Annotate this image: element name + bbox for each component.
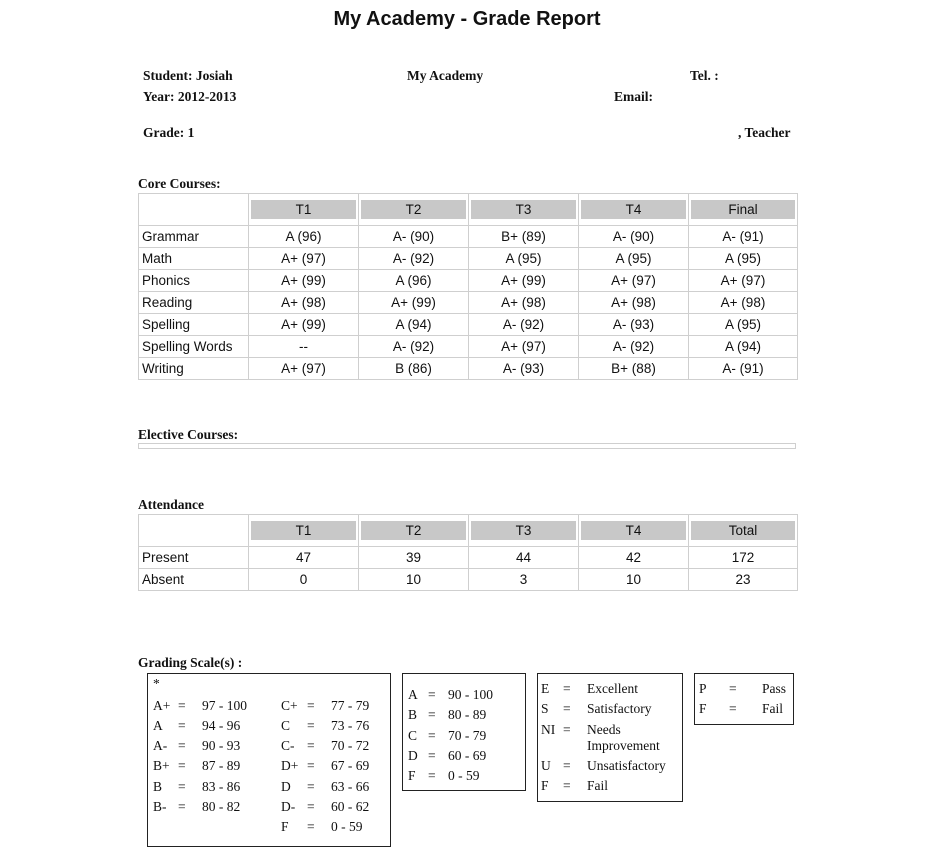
grade-cell: A+ (97)	[469, 336, 579, 358]
attendance-label: Attendance	[138, 497, 204, 512]
scale-marker: *	[153, 676, 160, 691]
table-row	[139, 336, 798, 358]
course-name: Writing	[139, 358, 249, 380]
scale-range: 80 - 82	[202, 799, 241, 814]
scale-range: Needs	[587, 722, 621, 737]
scale-equals: =	[563, 778, 571, 793]
grade-cell: A (96)	[249, 226, 359, 248]
scale-entry	[281, 799, 369, 815]
grade-cell: A- (90)	[359, 226, 469, 248]
header-blank	[139, 194, 249, 226]
grade-cell: B+ (88)	[579, 358, 689, 380]
grade-cell: A (95)	[579, 248, 689, 270]
attendance-cell: 172	[689, 547, 798, 569]
scale-grade: C	[281, 718, 291, 733]
scale-entry	[281, 819, 363, 835]
course-name: Spelling	[139, 314, 249, 336]
school-name: My Academy	[407, 68, 484, 83]
scale-equals: =	[178, 799, 186, 814]
attendance-cell: 44	[469, 547, 579, 569]
grade-cell: A+ (97)	[249, 358, 359, 380]
scale-equals: =	[178, 779, 186, 794]
scale-grade: C	[408, 728, 418, 743]
scale-grade: B+	[153, 758, 170, 773]
scale-range: 70 - 79	[448, 728, 487, 743]
scale-entry	[541, 701, 651, 717]
scale-grade: D-	[281, 799, 296, 814]
scale-entry	[281, 738, 369, 754]
scale-entry	[408, 748, 486, 764]
scale-grade: S	[541, 701, 549, 716]
scale-equals: =	[307, 819, 315, 834]
grading-scale-box-descriptive	[537, 673, 683, 802]
scale-equals: =	[307, 698, 315, 713]
scale-grade: E	[541, 681, 550, 696]
scale-grade: D+	[281, 758, 299, 773]
grade-cell: A- (91)	[689, 226, 798, 248]
grade-cell: B+ (89)	[469, 226, 579, 248]
scale-range: Satisfactory	[587, 701, 652, 716]
elective-courses-label: Elective Courses:	[138, 427, 239, 442]
grade-cell: A- (92)	[579, 336, 689, 358]
scale-equals: =	[178, 738, 186, 753]
school-year: Year: 2012-2013	[143, 89, 237, 104]
header-t1: T1	[251, 521, 356, 540]
scale-range: 87 - 89	[202, 758, 241, 773]
header-t2: T2	[361, 521, 466, 540]
scale-entry	[408, 728, 486, 744]
course-name: Phonics	[139, 270, 249, 292]
scale-range: 77 - 79	[331, 698, 370, 713]
scale-grade: F	[408, 768, 416, 783]
header-t3: T3	[471, 521, 576, 540]
header-t3: T3	[471, 200, 576, 219]
grade-cell: A- (92)	[359, 336, 469, 358]
scale-equals: =	[563, 681, 571, 696]
scale-entry	[408, 687, 493, 703]
grading-scale-label: Grading Scale(s) :	[138, 655, 243, 670]
header-t4: T4	[581, 200, 686, 219]
scale-range: 94 - 96	[202, 718, 241, 733]
scale-range: 60 - 69	[448, 748, 487, 763]
grade-cell: A (94)	[359, 314, 469, 336]
scale-range: 63 - 66	[331, 779, 370, 794]
scale-range: 97 - 100	[202, 698, 247, 713]
scale-range: 0 - 59	[331, 819, 363, 834]
grade-level: Grade: 1	[143, 125, 195, 140]
student-name: Student: Josiah	[143, 68, 233, 83]
scale-grade: A+	[153, 698, 171, 713]
table-row	[139, 270, 798, 292]
attendance-cell: 47	[249, 547, 359, 569]
table-row	[139, 292, 798, 314]
scale-entry	[408, 768, 480, 784]
scale-equals: =	[563, 701, 571, 716]
scale-equals: =	[307, 718, 315, 733]
grade-cell: A+ (98)	[469, 292, 579, 314]
page-title: My Academy - Grade Report	[333, 8, 601, 30]
core-courses-label: Core Courses:	[138, 176, 221, 191]
email-label: Email:	[614, 89, 653, 104]
scale-equals: =	[563, 758, 571, 773]
scale-equals: =	[729, 681, 737, 696]
scale-equals: =	[307, 758, 315, 773]
scale-range: Unsatisfactory	[587, 758, 666, 773]
table-row	[139, 226, 798, 248]
scale-entry	[153, 738, 240, 754]
teacher-label: , Teacher	[738, 125, 791, 140]
table-row	[139, 358, 798, 380]
scale-range: Fail	[762, 701, 784, 716]
scale-grade: A	[153, 718, 163, 733]
scale-equals: =	[307, 799, 315, 814]
scale-equals: =	[178, 698, 186, 713]
scale-entry	[541, 681, 638, 697]
course-name: Spelling Words	[139, 336, 249, 358]
scale-grade: F	[281, 819, 289, 834]
grade-cell: A+ (98)	[249, 292, 359, 314]
grade-cell: A- (93)	[469, 358, 579, 380]
attendance-cell: 0	[249, 569, 359, 591]
grade-cell: A (96)	[359, 270, 469, 292]
telephone-label: Tel. :	[690, 68, 719, 83]
attendance-row-label: Present	[139, 547, 249, 569]
scale-range: 83 - 86	[202, 779, 241, 794]
scale-entry	[699, 701, 783, 717]
grade-cell: A- (93)	[579, 314, 689, 336]
attendance-header-row	[139, 515, 798, 547]
grade-cell: A (95)	[689, 314, 798, 336]
scale-entry	[153, 698, 247, 714]
scale-entry	[541, 722, 621, 738]
header-t4: T4	[581, 521, 686, 540]
grade-cell: A- (91)	[689, 358, 798, 380]
scale-range: 67 - 69	[331, 758, 370, 773]
scale-entry	[281, 779, 369, 795]
scale-equals: =	[428, 728, 436, 743]
scale-entry	[153, 779, 240, 795]
attendance-cell: 3	[469, 569, 579, 591]
scale-entry	[281, 718, 369, 734]
scale-range: 90 - 100	[448, 687, 493, 702]
grade-cell: A- (92)	[359, 248, 469, 270]
scale-equals: =	[428, 748, 436, 763]
scale-grade: B	[153, 779, 163, 794]
scale-grade: A-	[153, 738, 168, 753]
scale-entry	[153, 758, 240, 774]
scale-entry	[699, 681, 786, 697]
scale-grade: U	[541, 758, 551, 773]
table-row	[139, 547, 798, 569]
grade-cell: A+ (97)	[579, 270, 689, 292]
grading-scale-box-pass-fail	[694, 673, 794, 725]
course-name: Reading	[139, 292, 249, 314]
grade-cell: A+ (99)	[249, 270, 359, 292]
attendance-cell: 10	[579, 569, 689, 591]
scale-entry	[408, 707, 486, 723]
scale-equals: =	[178, 758, 186, 773]
scale-entry	[281, 698, 369, 714]
scale-equals: =	[428, 687, 436, 702]
scale-entry	[541, 778, 608, 794]
scale-grade: NI	[541, 722, 556, 737]
grade-cell: A+ (99)	[249, 314, 359, 336]
scale-range: 80 - 89	[448, 707, 487, 722]
scale-grade: D	[281, 779, 291, 794]
attendance-cell: 23	[689, 569, 798, 591]
grade-cell: A+ (97)	[249, 248, 359, 270]
scale-grade: A	[408, 687, 418, 702]
grade-cell: A+ (99)	[469, 270, 579, 292]
header-t1: T1	[251, 200, 356, 219]
core-courses-table	[138, 193, 798, 380]
scale-equals: =	[563, 722, 571, 737]
attendance-table	[138, 514, 798, 591]
grade-cell: --	[249, 336, 359, 358]
attendance-row-label: Absent	[139, 569, 249, 591]
header-blank	[139, 515, 249, 547]
scale-grade: F	[541, 778, 549, 793]
scale-equals: =	[428, 707, 436, 722]
scale-range: Excellent	[587, 681, 638, 696]
scale-grade: C+	[281, 698, 298, 713]
scale-grade: C-	[281, 738, 295, 753]
grade-cell: A+ (98)	[579, 292, 689, 314]
scale-grade: B	[408, 707, 418, 722]
scale-grade: F	[699, 701, 707, 716]
grading-scale-box-letter-plus-minus	[147, 673, 391, 847]
grading-scale-box-letter	[402, 673, 526, 791]
table-row	[139, 248, 798, 270]
scale-range: 73 - 76	[331, 718, 370, 733]
scale-grade: D	[408, 748, 418, 763]
grade-cell: A+ (97)	[689, 270, 798, 292]
course-name: Grammar	[139, 226, 249, 248]
scale-range: Fail	[587, 778, 609, 793]
scale-grade: P	[699, 681, 707, 696]
scale-range: 70 - 72	[331, 738, 370, 753]
table-row	[139, 569, 798, 591]
table-row	[139, 314, 798, 336]
attendance-cell: 39	[359, 547, 469, 569]
grade-cell: A+ (98)	[689, 292, 798, 314]
course-name: Math	[139, 248, 249, 270]
scale-equals: =	[178, 718, 186, 733]
scale-range: 0 - 59	[448, 768, 480, 783]
scale-entry	[153, 799, 240, 815]
scale-range-continued: Improvement	[587, 738, 660, 753]
scale-range: 60 - 62	[331, 799, 370, 814]
attendance-cell: 10	[359, 569, 469, 591]
grade-cell: A+ (99)	[359, 292, 469, 314]
scale-grade: B-	[153, 799, 167, 814]
attendance-cell: 42	[579, 547, 689, 569]
scale-equals: =	[428, 768, 436, 783]
scale-entry	[153, 718, 240, 734]
scale-entry	[541, 758, 666, 774]
scale-equals: =	[307, 779, 315, 794]
header-t2: T2	[361, 200, 466, 219]
scale-range: 90 - 93	[202, 738, 241, 753]
grade-cell: A (94)	[689, 336, 798, 358]
scale-range: Pass	[762, 681, 787, 696]
grade-cell: A (95)	[689, 248, 798, 270]
core-header-row	[139, 194, 798, 226]
grade-cell: A (95)	[469, 248, 579, 270]
grade-cell: B (86)	[359, 358, 469, 380]
scale-equals: =	[729, 701, 737, 716]
grade-cell: A- (92)	[469, 314, 579, 336]
header-final: Final	[691, 200, 795, 219]
elective-courses-table	[138, 443, 796, 449]
scale-entry	[281, 758, 369, 774]
header-total: Total	[691, 521, 795, 540]
scale-equals: =	[307, 738, 315, 753]
grade-cell: A- (90)	[579, 226, 689, 248]
